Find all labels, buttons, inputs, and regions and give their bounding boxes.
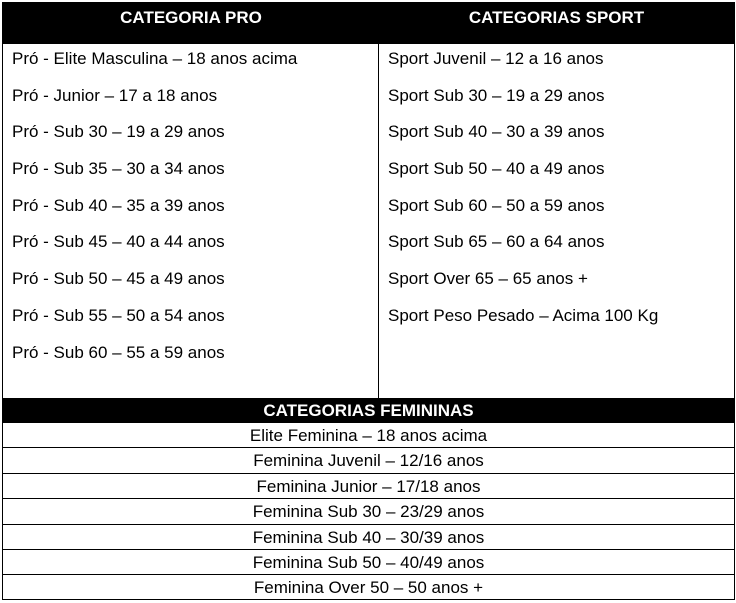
- sport-item: Sport Peso Pesado – Acima 100 Kg: [388, 305, 659, 325]
- sport-item: Sport Sub 40 – 30 a 39 anos: [388, 122, 605, 142]
- feminina-item: Elite Feminina – 18 anos acima: [3, 423, 734, 448]
- feminina-header: CATEGORIAS FEMININAS: [3, 398, 734, 423]
- feminina-item: Feminina Sub 50 – 40/49 anos: [3, 550, 734, 575]
- pro-item: Pró - Sub 35 – 30 a 34 anos: [12, 159, 225, 179]
- sport-item: Sport Sub 65 – 60 a 64 anos: [388, 232, 605, 252]
- feminina-item: Feminina Over 50 – 50 anos +: [253, 578, 484, 598]
- pro-item: Pró - Sub 40 – 35 a 39 anos: [12, 195, 225, 215]
- sport-header: CATEGORIAS SPORT: [468, 8, 645, 27]
- sport-item: Sport Sub 50 – 40 a 49 anos: [388, 159, 605, 179]
- feminina-item: Feminina Sub 30 – 23/29 anos: [3, 499, 734, 524]
- pro-item: Pró - Sub 30 – 19 a 29 anos: [12, 122, 225, 142]
- feminina-item: Feminina Junior – 17/18 anos: [3, 474, 734, 499]
- feminina-item: Feminina Sub 40 – 30/39 anos: [3, 525, 734, 550]
- pro-header: CATEGORIA PRO: [120, 8, 262, 27]
- pro-column: [3, 44, 379, 398]
- sport-item: Sport Juvenil – 12 a 16 anos: [388, 49, 604, 68]
- sport-item: Sport Over 65 – 65 anos +: [388, 269, 588, 289]
- pro-item: Pró - Junior – 17 a 18 anos: [12, 85, 218, 105]
- sport-column: [379, 44, 734, 398]
- pro-item: Pró - Sub 60 – 55 a 59 anos: [12, 342, 225, 362]
- feminina-item: Feminina Juvenil – 12/16 anos: [3, 448, 734, 473]
- header-row: [3, 3, 734, 44]
- pro-item: Pró - Elite Masculina – 18 anos acima: [12, 49, 298, 68]
- pro-item: Pró - Sub 50 – 45 a 49 anos: [12, 269, 225, 289]
- sport-item: Sport Sub 30 – 19 a 29 anos: [388, 85, 605, 105]
- categories-table: [2, 2, 735, 600]
- pro-item: Pró - Sub 55 – 50 a 54 anos: [12, 305, 225, 325]
- sport-item: Sport Sub 60 – 50 a 59 anos: [388, 195, 605, 215]
- pro-item: Pró - Sub 45 – 40 a 44 anos: [12, 232, 225, 252]
- feminina-list: [3, 423, 734, 601]
